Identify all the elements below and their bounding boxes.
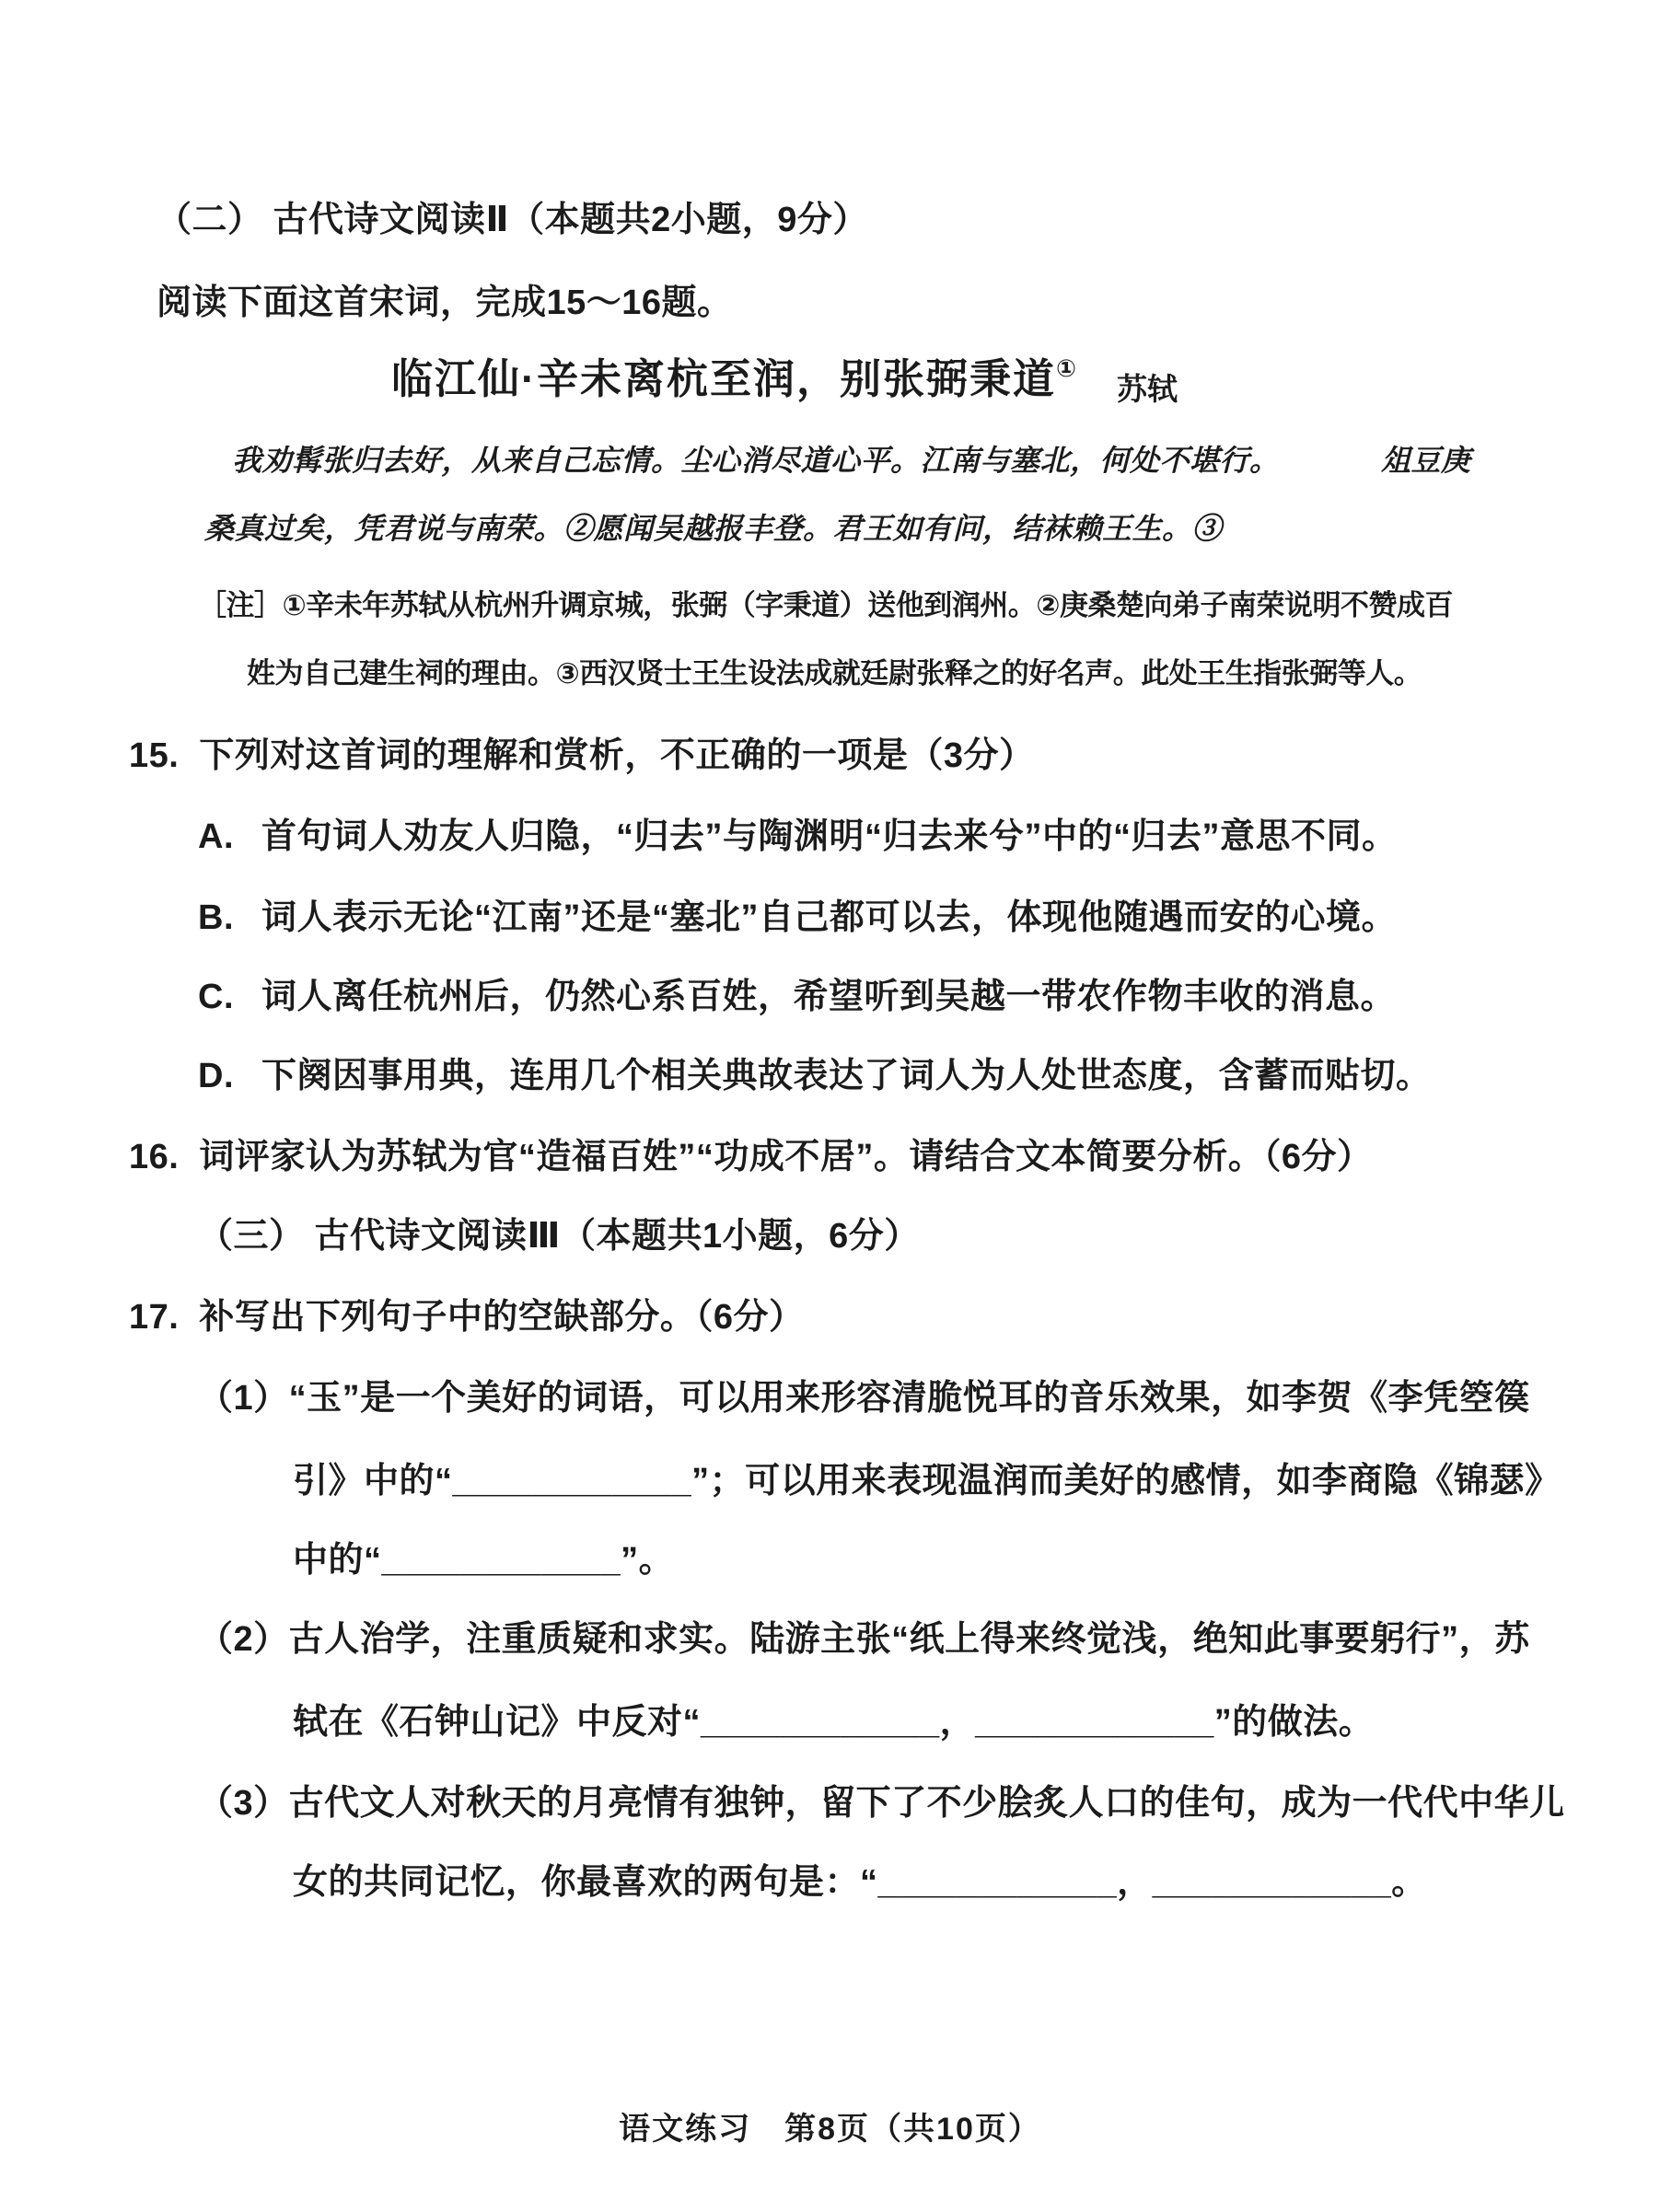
option-a — [198, 817, 1398, 858]
question-15 — [129, 736, 1034, 777]
q17-part3-line1: （3）古代文人对秋天的月亮情有独钟，留下了不少脍炙人口的佳句，成为一代代中华儿 — [198, 1784, 1565, 1823]
poem-author: 苏轼 — [1117, 372, 1178, 406]
q17-part3-line2: 女的共同记忆，你最喜欢的两句是：“____________，____________。 — [293, 1863, 1427, 1902]
question-15-number: 15. — [129, 736, 180, 775]
option-d — [198, 1057, 1432, 1097]
question-17 — [129, 1298, 804, 1338]
poem-line-1: 我劝髯张归去好，从来自己忘情。尘心消尽道心平。江南与塞北，何处不堪行。 — [232, 443, 1280, 478]
section-2-header: （二） 古代诗文阅读Ⅱ（本题共2小题，9分） — [157, 201, 868, 239]
poem-title-text: 临江仙·辛未离杭至润，别张弼秉道 — [391, 355, 1056, 402]
option-b-label: B. — [198, 898, 234, 937]
q17-part1-line2: 引》中的“____________”；可以用来表现温润而美好的感情，如李商隐《锦瑟》 — [293, 1462, 1561, 1500]
option-b-text: 词人表示无论“江南”还是“塞北”自己都可以去，体现他随遇而安的心境。 — [261, 898, 1398, 937]
section-3-header: （三） 古代诗文阅读Ⅲ（本题共1小题，6分） — [198, 1217, 920, 1256]
note-line-2: 姓为自己建生祠的理由。③西汉贤士王生设法成就廷尉张释之的好名声。此处王生指张弼等人。 — [247, 657, 1422, 689]
poem-title-note-mark: ① — [1056, 354, 1079, 382]
option-b — [198, 898, 1397, 939]
q17-part1-line1: （1）“玉”是一个美好的词语，可以用来形容清脆悦耳的音乐效果，如李贺《李凭箜篌 — [198, 1379, 1530, 1418]
q17-part2-line1: （2）古人治学，注重质疑和求实。陆游主张“纸上得来终觉浅，绝知此事要躬行”，苏 — [198, 1620, 1530, 1659]
poem-title — [391, 355, 1078, 403]
option-a-text: 首句词人劝友人归隐，“归去”与陶渊明“归去来兮”中的“归去”意思不同。 — [261, 817, 1398, 856]
question-16-number: 16. — [129, 1138, 180, 1176]
question-15-stem: 下列对这首词的理解和赏析，不正确的一项是（3分） — [199, 736, 1035, 775]
option-a-label: A. — [198, 817, 234, 856]
note-line-1: ［注］①辛未年苏轼从杭州升调京城，张弼（字秉道）送他到润州。②庚桑楚向弟子南荣说明不赞成百 — [198, 589, 1453, 621]
poem-line-1-tail: 俎豆庚 — [1381, 443, 1471, 478]
option-d-label: D. — [198, 1057, 234, 1095]
question-16 — [129, 1138, 1372, 1178]
question-17-stem: 补写出下列句子中的空缺部分。（6分） — [199, 1298, 805, 1337]
option-c-label: C. — [198, 978, 234, 1016]
option-c — [198, 978, 1396, 1018]
page-footer: 语文练习 第8页（共10页） — [619, 2112, 1041, 2147]
option-d-text: 下阕因事用典，连用几个相关典故表达了词人为人处世态度，含蓄而贴切。 — [261, 1057, 1432, 1095]
q17-part2-line2: 轼在《石钟山记》中反对“____________，____________”的做法。 — [293, 1703, 1375, 1742]
question-17-number: 17. — [129, 1298, 180, 1337]
option-c-text: 词人离任杭州后，仍然心系百姓，希望听到吴越一带农作物丰收的消息。 — [261, 978, 1397, 1016]
q17-part1-line3: 中的“____________”。 — [293, 1541, 675, 1580]
poem-line-2: 桑真过矣，凭君说与南荣。②愿闻吴越报丰登。君王如有问，结袜赖王生。③ — [204, 511, 1223, 546]
question-16-stem: 词评家认为苏轼为官“造福百姓”“功成不居”。请结合文本简要分析。（6分） — [199, 1138, 1373, 1176]
reading-instruction: 阅读下面这首宋词，完成15～16题。 — [157, 284, 733, 322]
